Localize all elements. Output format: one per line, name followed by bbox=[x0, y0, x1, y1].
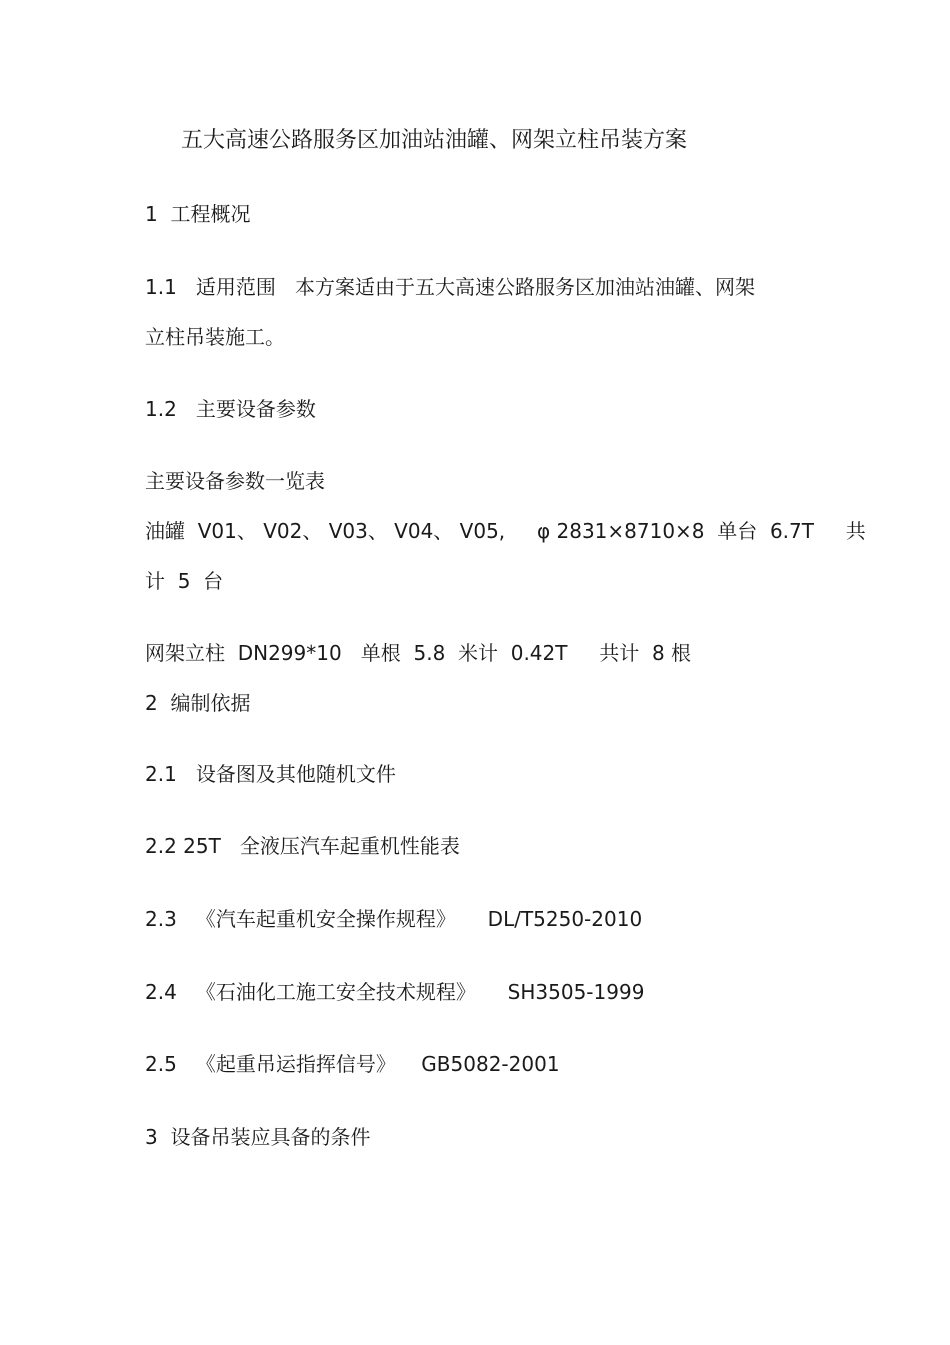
paragraph-1-1: 1.1 适用范围 本方案适由于五大高速公路服务区加油站油罐、网架 bbox=[145, 275, 755, 299]
section-heading-1: 1 工程概况 bbox=[145, 202, 251, 226]
reference-2-3: 2.3 《汽车起重机安全操作规程》 DL/T5250-2010 bbox=[145, 907, 643, 931]
equipment-row-column: 网架立柱 DN299*10 单根 5.8 米计 0.42T 共计 8 根 bbox=[145, 641, 692, 665]
section-heading-3: 3 设备吊装应具备的条件 bbox=[145, 1125, 371, 1149]
reference-2-2: 2.2 25T 全液压汽车起重机性能表 bbox=[145, 834, 460, 858]
reference-2-5: 2.5 《起重吊运指挥信号》 GB5082-2001 bbox=[145, 1052, 560, 1076]
reference-2-1: 2.1 设备图及其他随机文件 bbox=[145, 762, 396, 786]
equipment-row-tank: 油罐 V01、 V02、 V03、 V04、 V05, φ 2831×8710×8 单台 6.7T 共 bbox=[145, 519, 866, 543]
document-title: 五大高速公路服务区加油站油罐、网架立柱吊装方案 bbox=[181, 128, 688, 153]
equipment-row-tank-continued: 计 5 台 bbox=[145, 569, 224, 593]
section-heading-2: 2 编制依据 bbox=[145, 691, 251, 715]
table-caption: 主要设备参数一览表 bbox=[145, 469, 325, 493]
section-heading-1-2: 1.2 主要设备参数 bbox=[145, 397, 316, 421]
reference-2-4: 2.4 《石油化工施工安全技术规程》 SH3505-1999 bbox=[145, 980, 645, 1004]
paragraph-1-1-continued: 立柱吊装施工。 bbox=[145, 325, 285, 349]
